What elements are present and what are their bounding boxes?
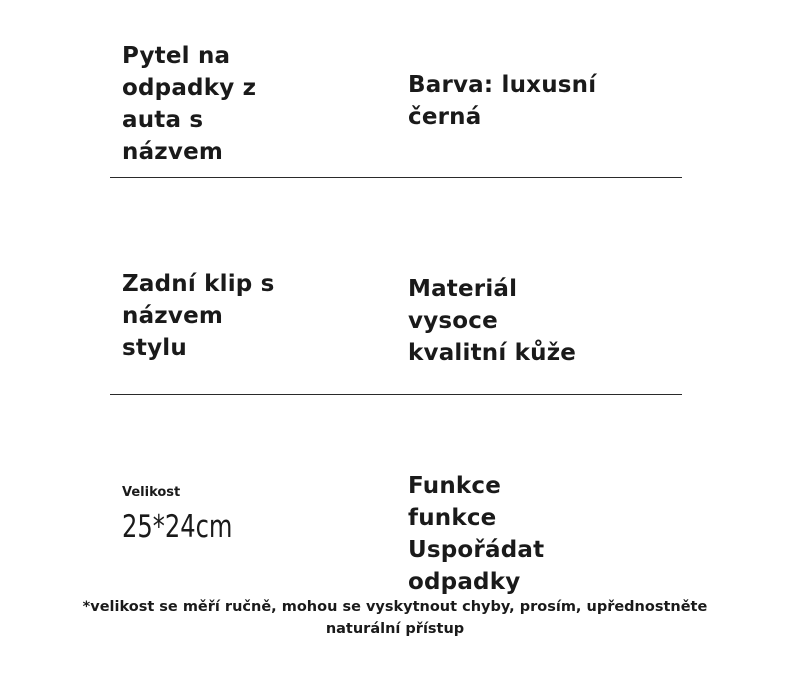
- feature-size: [122, 485, 264, 547]
- feature-back-clip: Zadní klip s názvem stylu: [122, 271, 275, 361]
- feature-bag-name: Pytel na odpadky z auta s názvem: [122, 43, 257, 165]
- feature-function: Funkce funkce Uspořádat odpadky: [408, 473, 545, 595]
- feature-material: Materiál vysoce kvalitní kůže: [408, 276, 577, 366]
- divider: [110, 394, 682, 395]
- divider: [110, 177, 682, 178]
- feature-color: Barva: luxusní černá: [408, 72, 597, 130]
- size-label: Velikost: [122, 485, 181, 500]
- measurement-footnote: *velikost se měří ručně, mohou se vyskytnout chyby, prosím, upřednostněte naturální přístup: [82, 599, 708, 637]
- size-value: 25*24cm: [122, 509, 233, 545]
